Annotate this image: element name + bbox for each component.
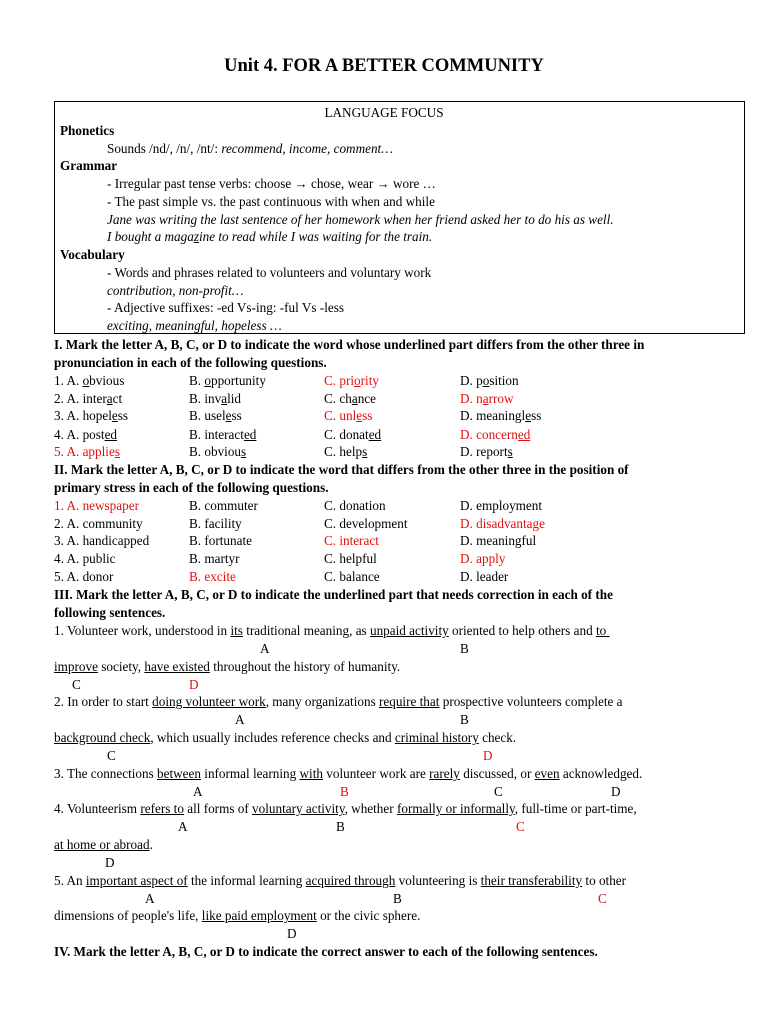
s1-q3-option-b: B. useless xyxy=(189,408,242,423)
s1-q2-option-a: 2. A. interact xyxy=(54,391,123,406)
s3-q2-letter-d-answer: D xyxy=(483,748,493,763)
s1-q4-option-b: B. interacted xyxy=(189,427,257,442)
s3-q4-line-1: 4. Volunteerism refers to all forms of voluntary activity, whether formally or informally, full-time or part-time, xyxy=(54,801,637,816)
s1-q4-option-a: 4. A. posted xyxy=(54,427,118,442)
s2-q1-option-b: B. commuter xyxy=(189,498,258,513)
grammar-example-2: I bought a magazine to read while I was waiting for the train. xyxy=(107,229,433,244)
s1-q5-option-d: D. reports xyxy=(460,444,513,459)
s3-q3-line-1: 3. The connections between informal learning with volunteer work are rarely discussed, or even acknowledged. xyxy=(54,766,643,781)
grammar-example-1: Jane was writing the last sentence of her homework when her friend asked her to do his as well. xyxy=(107,212,614,227)
s1-q3-option-c-answer: C. unless xyxy=(324,408,373,423)
s3-q4-letter-a: A xyxy=(178,819,188,834)
s1-q3-option-a: 3. A. hopeless xyxy=(54,408,128,423)
vocab-point-1: - Words and phrases related to volunteers and voluntary work xyxy=(107,265,432,280)
s3-q1-letter-b: B xyxy=(460,641,469,656)
s2-q5-option-c: C. balance xyxy=(324,569,380,584)
grammar-point-1: - Irregular past tense verbs: choose → chose, wear → wore … xyxy=(107,176,436,191)
s3-q5-letter-a: A xyxy=(145,891,155,906)
s1-q2-option-c: C. chance xyxy=(324,391,377,406)
s1-q1-option-b: B. opportunity xyxy=(189,373,266,388)
s3-q5-letter-d: D xyxy=(287,926,297,941)
s2-q2-option-d-answer: D. disadvantage xyxy=(460,516,545,531)
s1-q1-option-c-answer: C. priority xyxy=(324,373,379,388)
s3-q1-letter-c: C xyxy=(72,677,81,692)
s3-q2-letter-c: C xyxy=(107,748,116,763)
s3-q5-line-1: 5. An important aspect of the informal learning acquired through volunteering is their transferability to other xyxy=(54,873,627,888)
s3-q3-letter-c: C xyxy=(494,784,503,799)
s3-q2-letter-a: A xyxy=(235,712,245,727)
s1-q5-option-a-answer: 5. A. applies xyxy=(54,444,120,459)
s2-q1-option-d: D. employment xyxy=(460,498,543,513)
vocab-example-2: exciting, meaningful, hopeless … xyxy=(107,318,282,333)
s1-q1-option-d: D. position xyxy=(460,373,519,388)
s1-q2-option-b: B. invalid xyxy=(189,391,242,406)
s2-q2-option-c: C. development xyxy=(324,516,408,531)
vocabulary-heading: Vocabulary xyxy=(60,247,125,262)
s2-q5-option-a: 5. A. donor xyxy=(54,569,114,584)
s2-q2-option-b: B. facility xyxy=(189,516,242,531)
s3-q3-letter-a: A xyxy=(193,784,203,799)
s3-q5-letter-b: B xyxy=(393,891,402,906)
section-3-instruction-cont: following sentences. xyxy=(54,605,166,620)
s3-q2-letter-b: B xyxy=(460,712,469,727)
s1-q3-option-d: D. meaningless xyxy=(460,408,542,423)
s1-q4-option-d-answer: D. concerned xyxy=(460,427,531,442)
s1-q5-option-b: B. obvious xyxy=(189,444,247,459)
s3-q4-letter-d: D xyxy=(105,855,115,870)
s2-q4-option-b: B. martyr xyxy=(189,551,240,566)
s2-q3-option-c-answer: C. interact xyxy=(324,533,379,548)
s2-q1-option-a-answer: 1. A. newspaper xyxy=(54,498,139,513)
vocab-point-2: - Adjective suffixes: -ed Vs-ing: -ful Vs -less xyxy=(107,300,344,315)
section-3-instruction: III. Mark the letter A, B, C, or D to indicate the underlined part that needs correction in each of the xyxy=(54,587,613,602)
s1-q4-option-c: C. donated xyxy=(324,427,382,442)
s3-q4-line-2: at home or abroad. xyxy=(54,837,153,852)
s3-q2-line-2: background check, which usually includes reference checks and criminal history check. xyxy=(54,730,517,745)
s3-q1-letter-a: A xyxy=(260,641,270,656)
s3-q1-letter-d-answer: D xyxy=(189,677,199,692)
phonetics-heading: Phonetics xyxy=(60,123,115,138)
s2-q2-option-a: 2. A. community xyxy=(54,516,143,531)
s3-q3-letter-d: D xyxy=(611,784,621,799)
s3-q5-line-2: dimensions of people's life, like paid employment or the civic sphere. xyxy=(54,908,421,923)
s3-q4-letter-c-answer: C xyxy=(516,819,525,834)
section-1-instruction: I. Mark the letter A, B, C, or D to indicate the word whose underlined part differs from the other three in xyxy=(54,337,645,352)
s3-q1-line-1: 1. Volunteer work, understood in its traditional meaning, as unpaid activity oriented to help others and to xyxy=(54,623,607,638)
s2-q1-option-c: C. donation xyxy=(324,498,386,513)
s2-q3-option-d: D. meaningful xyxy=(460,533,537,548)
vocab-example-1: contribution, non-profit… xyxy=(107,283,244,298)
s2-q3-option-a: 3. A. handicapped xyxy=(54,533,150,548)
s1-q1-option-a: 1. A. obvious xyxy=(54,373,125,388)
s3-q2-line-1: 2. In order to start doing volunteer work, many organizations require that prospective volunteers complete a xyxy=(54,694,623,709)
page-title: Unit 4. FOR A BETTER COMMUNITY xyxy=(224,56,544,76)
s2-q5-option-b-answer: B. excite xyxy=(189,569,236,584)
grammar-heading: Grammar xyxy=(60,158,118,173)
section-1-instruction-cont: pronunciation in each of the following questions. xyxy=(54,355,327,370)
section-2-instruction-cont: primary stress in each of the following questions. xyxy=(54,480,329,495)
phonetics-sounds: Sounds /nd/, /n/, /nt/: recommend, income, comment… xyxy=(107,141,393,156)
s1-q5-option-c: C. helps xyxy=(324,444,368,459)
s3-q1-line-2: improve society, have existed throughout the history of humanity. xyxy=(54,659,401,674)
s2-q4-option-a: 4. A. public xyxy=(54,551,116,566)
s3-q4-letter-b: B xyxy=(336,819,345,834)
section-2-instruction: II. Mark the letter A, B, C, or D to indicate the word that differs from the other three in the position of xyxy=(54,462,629,477)
s3-q5-letter-c-answer: C xyxy=(598,891,607,906)
s1-q2-option-d-answer: D. narrow xyxy=(460,391,514,406)
section-4-instruction: IV. Mark the letter A, B, C, or D to indicate the correct answer to each of the following sentences. xyxy=(54,944,598,959)
s3-q3-letter-b-answer: B xyxy=(340,784,349,799)
s2-q4-option-d-answer: D. apply xyxy=(460,551,506,566)
s2-q5-option-d: D. leader xyxy=(460,569,509,584)
s2-q4-option-c: C. helpful xyxy=(324,551,377,566)
language-focus-heading: LANGUAGE FOCUS xyxy=(324,105,444,120)
grammar-point-2: - The past simple vs. the past continuous with when and while xyxy=(107,194,435,209)
s2-q3-option-b: B. fortunate xyxy=(189,533,252,548)
